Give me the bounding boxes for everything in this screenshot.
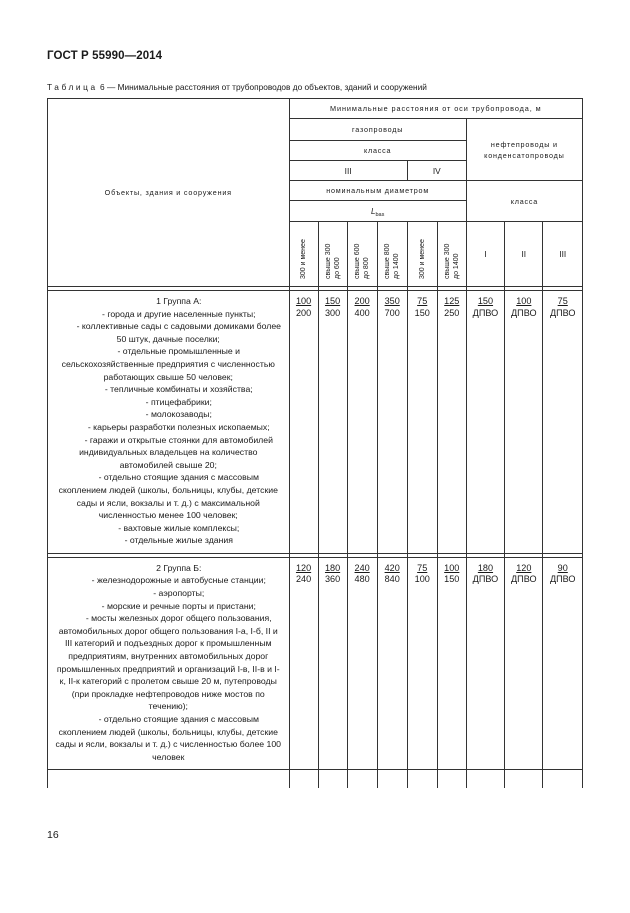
value-numerator: 100	[295, 296, 312, 306]
diam-label-2: свыше 300 до 600	[324, 243, 341, 279]
object-item: - отдельно стоящие здания с массовым скоплением людей (школы, больницы, клубы, детские сады и ясли, вокзалы и т. д.) с максимальной численностью менее 100 человек;	[58, 472, 278, 521]
group-title: 2 Группа Б:	[156, 562, 202, 573]
oil-class-I: I	[466, 222, 504, 287]
value-numerator: 125	[444, 296, 460, 306]
caption-number: 6	[100, 82, 105, 92]
continuation-cell	[48, 770, 290, 789]
oil-class-III: III	[543, 222, 583, 287]
value-numerator: 350	[384, 296, 400, 306]
oil-class-II: II	[505, 222, 543, 287]
object-item: - молокозаводы;	[145, 409, 212, 420]
distance-value-cell	[289, 291, 318, 554]
distance-value-cell	[407, 557, 437, 770]
object-item: - коллективные сады с садовыми домиками более 50 штук, дачные поселки;	[76, 321, 281, 344]
header-nominal-diameter: номинальным диаметром	[289, 181, 466, 201]
diam-col-4	[377, 222, 407, 287]
value-numerator: 240	[354, 562, 370, 573]
value-denominator: ДПВО	[472, 574, 499, 585]
value-numerator: 75	[557, 296, 568, 306]
object-item: - города и другие населенные пункты;	[102, 308, 256, 319]
distance-value-cell	[318, 557, 347, 770]
distance-value-cell	[505, 291, 543, 554]
continuation-cell	[289, 770, 318, 789]
distance-value-cell	[347, 557, 377, 770]
object-item: - отдельно стоящие здания с массовым скоплением людей (школы, больницы, клубы, детские сады и ясли, вокзалы и т. д.) с численностью более 100 человек	[55, 714, 282, 762]
diam-label-1: 300 и менее	[300, 239, 308, 279]
continuation-cell	[407, 770, 437, 789]
value-numerator: 100	[516, 296, 532, 306]
caption-label: Таблица	[47, 82, 98, 92]
header-objects: Объекты, здания и сооружения	[48, 99, 290, 287]
continuation-cell	[543, 770, 583, 789]
header-l-bas	[289, 201, 466, 222]
object-cell	[48, 291, 290, 554]
value-denominator: 150	[444, 574, 460, 585]
value-numerator: 90	[557, 562, 568, 573]
header-oil-class: класса	[466, 181, 582, 222]
object-item: - гаражи и открытые стоянки для автомобилей индивидуальных владельцев на количество автомобилей свыше 20;	[79, 434, 273, 470]
value-denominator: 200	[295, 307, 312, 318]
diam-label-4: свыше 800 до 1400	[384, 243, 401, 279]
object-item: - мосты железных дорог общего пользования, автомобильных дорог общего пользования I-а, I-б, II и III категорий и подъездных дорог к промышленным предприятиям, внутренних автомобильных дорог промышленных предприятий и организаций I-в, II-в и I-к, II-к категорий с пролетом свыше 20 м, путепроводы (при прокладке нефтепроводов ниже мостов по течению);	[56, 613, 280, 712]
distance-table	[47, 98, 583, 788]
diam-label-6: свыше 300 до 1400	[443, 243, 460, 279]
diam-col-6	[437, 222, 466, 287]
distance-value-cell	[377, 557, 407, 770]
value-denominator: 840	[384, 574, 400, 585]
value-denominator: ДПВО	[511, 307, 537, 318]
value-numerator: 75	[417, 562, 428, 573]
value-numerator: 180	[477, 562, 494, 573]
value-denominator: 700	[384, 307, 400, 318]
object-item: - отдельные жилые здания	[124, 535, 233, 546]
continuation-cell	[377, 770, 407, 789]
header-class-IV: IV	[407, 161, 466, 181]
distance-value-cell	[543, 557, 583, 770]
table-body	[48, 291, 583, 789]
diam-col-1	[289, 222, 318, 287]
value-numerator: 75	[417, 296, 428, 306]
header-gas: газопроводы	[289, 119, 466, 141]
distance-value-cell	[377, 291, 407, 554]
document-title: ГОСТ Р 55990—2014	[47, 50, 163, 62]
diam-col-5	[407, 222, 437, 287]
value-denominator: ДПВО	[549, 307, 576, 318]
diam-label-5: 300 и менее	[418, 239, 426, 279]
continuation-cell	[318, 770, 347, 789]
value-denominator: 250	[444, 307, 460, 318]
header-gas-class: класса	[289, 141, 466, 161]
table-row	[48, 557, 583, 770]
distance-value-cell	[437, 557, 466, 770]
value-denominator: 360	[324, 574, 341, 585]
object-item: - тепличные комбинаты и хозяйства;	[104, 384, 253, 395]
value-numerator: 120	[295, 562, 312, 573]
object-item: - отдельные промышленные и сельскохозяйственные предприятия с численностью работающих свыше 50 человек;	[61, 346, 275, 382]
value-denominator: 400	[354, 307, 370, 318]
diam-label-3: свыше 600 до 800	[354, 243, 371, 279]
value-denominator: 100	[414, 574, 430, 585]
diam-col-3	[347, 222, 377, 287]
header-oil: нефтепроводы и конденсатопроводы	[466, 119, 582, 181]
continuation-cell	[347, 770, 377, 789]
object-item: - карьеры разработки полезных ископаемых;	[87, 421, 270, 432]
value-denominator: ДПВО	[472, 307, 499, 318]
continuation-cell	[437, 770, 466, 789]
continuation-cell	[505, 770, 543, 789]
distance-value-cell	[505, 557, 543, 770]
table-row	[48, 291, 583, 554]
object-cell	[48, 557, 290, 770]
value-denominator: 480	[354, 574, 370, 585]
distance-value-cell	[543, 291, 583, 554]
distance-value-cell	[437, 291, 466, 554]
group-title: 1 Группа А:	[156, 296, 202, 306]
distance-value-cell	[466, 291, 504, 554]
object-item: - аэропорты;	[153, 588, 205, 599]
value-numerator: 150	[324, 296, 341, 306]
value-numerator: 420	[384, 562, 400, 573]
distance-value-cell	[407, 291, 437, 554]
value-denominator: ДПВО	[549, 574, 576, 585]
value-denominator: 300	[324, 307, 341, 318]
value-numerator: 120	[516, 562, 532, 573]
header-min-distance: Минимальные расстояния от оси трубопровода, м	[289, 99, 582, 119]
value-numerator: 100	[444, 562, 460, 573]
value-numerator: 150	[477, 296, 494, 306]
distance-value-cell	[318, 291, 347, 554]
value-denominator: 150	[414, 307, 430, 318]
value-denominator: ДПВО	[511, 574, 537, 585]
value-numerator: 200	[354, 296, 370, 306]
caption-text: — Минимальные расстояния от трубопроводов до объектов, зданий и сооружений	[104, 82, 427, 92]
object-item: - вахтовые жилые комплексы;	[118, 522, 240, 533]
object-item: - птицефабрики;	[145, 396, 212, 407]
diam-col-2	[318, 222, 347, 287]
distance-value-cell	[289, 557, 318, 770]
l-subscript: bas	[375, 212, 385, 218]
object-item: - морские и речные порты и пристани;	[101, 600, 256, 611]
value-denominator: 240	[295, 574, 312, 585]
value-numerator: 180	[324, 562, 341, 573]
distance-value-cell	[466, 557, 504, 770]
table-caption	[47, 82, 427, 92]
header-class-III: III	[289, 161, 407, 181]
page-number: 16	[47, 829, 59, 841]
l-symbol: L	[371, 207, 376, 216]
table-continuation	[48, 770, 583, 789]
continuation-cell	[466, 770, 504, 789]
object-item: - железнодорожные и автобусные станции;	[91, 575, 266, 586]
distance-value-cell	[347, 291, 377, 554]
